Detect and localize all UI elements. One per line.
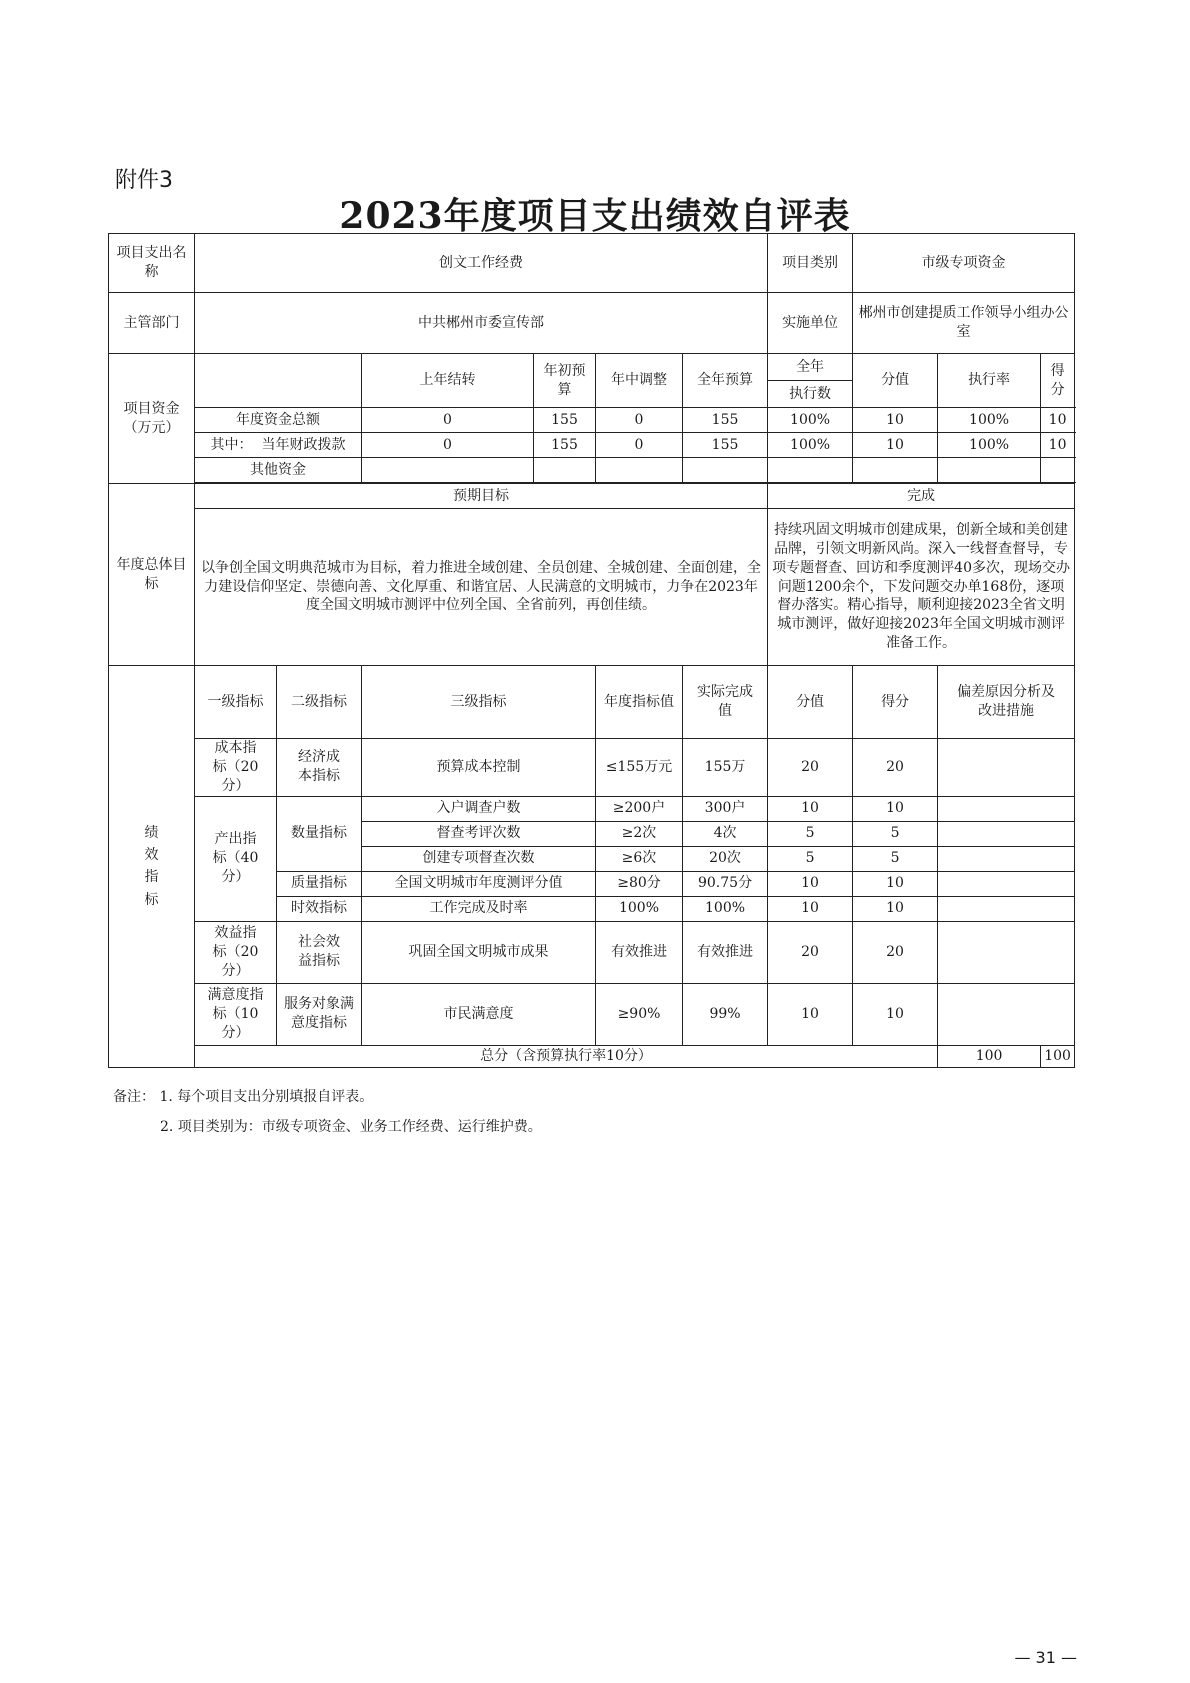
- output-score-value: 10: [768, 871, 853, 896]
- funds-cell: [534, 458, 596, 483]
- satisfaction-target: ≥90%: [596, 983, 683, 1045]
- output-target: ≥200户: [596, 796, 683, 821]
- cost-score-value: 20: [768, 739, 853, 797]
- output-l3: 入户调查户数: [362, 796, 596, 821]
- project-name-label: 项目支出名称: [109, 234, 195, 293]
- output-target: ≥80分: [596, 871, 683, 896]
- perf-header-level3: 三级指标: [362, 666, 596, 739]
- output-l1: 产出指标（40分）: [195, 796, 277, 921]
- output-actual: 90.75分: [683, 871, 768, 896]
- output-score: 10: [853, 871, 938, 896]
- funds-cell: 0: [596, 433, 683, 458]
- funds-cell: 0: [362, 433, 534, 458]
- goals-label: 年度总体目标: [109, 484, 195, 666]
- unit-label: 实施单位: [768, 293, 853, 354]
- funds-cell: 100%: [938, 433, 1041, 458]
- cost-l3: 预算成本控制: [362, 739, 596, 797]
- satisfaction-l3: 市民满意度: [362, 983, 596, 1045]
- cost-l1: 成本指标（20分）: [195, 739, 277, 797]
- funds-header-last-year: 上年结转: [362, 354, 534, 408]
- funds-cell: 0: [596, 408, 683, 433]
- output-l3: 工作完成及时率: [362, 896, 596, 921]
- self-evaluation-table: [108, 233, 1075, 1068]
- output-reason: [938, 821, 1075, 846]
- funds-label: 项目资金（万元）: [109, 354, 195, 484]
- page-title: 2023年度项目支出绩效自评表: [339, 195, 851, 237]
- benefit-l1: 效益指标（20分）: [195, 921, 277, 983]
- total-label: 总分（含预算执行率10分）: [195, 1045, 938, 1067]
- funds-cell: 10: [1041, 433, 1075, 458]
- note-line-2: 2. 项目类别为：市级专项资金、业务工作经费、运行维护费。: [160, 1119, 542, 1135]
- cost-l2: 经济成本指标: [277, 739, 362, 797]
- output-target: 100%: [596, 896, 683, 921]
- output-quality-label: 质量指标: [277, 871, 362, 896]
- output-l3: 全国文明城市年度测评分值: [362, 871, 596, 896]
- funds-header-annual: 全年预算: [683, 354, 768, 408]
- goals-completed-text: 持续巩固文明城市创建成果，创新全域和美创建品牌，引领文明新风尚。深入一线督查督导，专项专题督查、回访和季度测评40多次，现场交办问题1200余个，下发问题交办单168份，逐项督办落实。精心指导，顺利迎接2023全省文明城市测评，做好迎接2023年全国文明城市测评准备工作。: [768, 509, 1075, 666]
- satisfaction-score: 10: [853, 983, 938, 1045]
- funds-cell: 155: [683, 433, 768, 458]
- funds-cell: [853, 458, 938, 483]
- page-number: — 31 —: [1014, 1648, 1077, 1667]
- benefit-l3: 巩固全国文明城市成果: [362, 921, 596, 983]
- dept-value: 中共郴州市委宣传部: [195, 293, 768, 354]
- unit-value: 郴州市创建提质工作领导小组办公室: [853, 293, 1075, 354]
- satisfaction-actual: 99%: [683, 983, 768, 1045]
- funds-header-blank: [195, 354, 362, 408]
- output-score-value: 10: [768, 796, 853, 821]
- funds-cell: 10: [853, 433, 938, 458]
- benefit-actual: 有效推进: [683, 921, 768, 983]
- funds-cell: [768, 458, 853, 483]
- funds-cell: [683, 458, 768, 483]
- funds-cell: 155: [534, 408, 596, 433]
- benefit-score: 20: [853, 921, 938, 983]
- output-quantity-label: 数量指标: [277, 796, 362, 871]
- funds-cell: 0: [362, 408, 534, 433]
- funds-cell: [596, 458, 683, 483]
- perf-label-text: 绩效指标: [144, 824, 159, 908]
- output-score: 5: [853, 846, 938, 871]
- output-l3: 创建专项督查次数: [362, 846, 596, 871]
- dept-label: 主管部门: [109, 293, 195, 354]
- output-actual: 20次: [683, 846, 768, 871]
- funds-cell: 155: [534, 433, 596, 458]
- satisfaction-l1: 满意度指标（10分）: [195, 983, 277, 1045]
- funds-header-score: 得分: [1041, 354, 1075, 408]
- output-target: ≥6次: [596, 846, 683, 871]
- output-reason: [938, 871, 1075, 896]
- perf-header-score: 得分: [853, 666, 938, 739]
- funds-cell: [1041, 458, 1075, 483]
- perf-label: [109, 666, 195, 1068]
- funds-cell: 100%: [768, 408, 853, 433]
- funds-row-label: 其他资金: [195, 458, 362, 483]
- perf-header-score-value: 分值: [768, 666, 853, 739]
- output-score: 5: [853, 821, 938, 846]
- satisfaction-l2: 服务对象满意度指标: [277, 983, 362, 1045]
- funds-row-label: 其中： 当年财政拨款: [195, 433, 362, 458]
- output-reason: [938, 796, 1075, 821]
- note-line-1: 备注： 1. 每个项目支出分别填报自评表。: [113, 1089, 374, 1105]
- cost-target: ≤155万元: [596, 739, 683, 797]
- benefit-l2: 社会效益指标: [277, 921, 362, 983]
- project-category-value: 市级专项资金: [853, 234, 1075, 293]
- output-score-value: 5: [768, 821, 853, 846]
- project-name-value: 创文工作经费: [195, 234, 768, 293]
- satisfaction-score-value: 10: [768, 983, 853, 1045]
- perf-header-reason: 偏差原因分析及改进措施: [938, 666, 1075, 739]
- cost-score: 20: [853, 739, 938, 797]
- funds-cell: [938, 458, 1041, 483]
- perf-header-level2: 二级指标: [277, 666, 362, 739]
- funds-header-score-value: 分值: [853, 354, 938, 408]
- goals-completed-label: 完成: [768, 484, 1075, 509]
- funds-header-mid-adjust: 年中调整: [596, 354, 683, 408]
- perf-header-actual: 实际完成值: [683, 666, 768, 739]
- funds-cell: [362, 458, 534, 483]
- perf-header-level1: 一级指标: [195, 666, 277, 739]
- output-reason: [938, 846, 1075, 871]
- funds-header-exec-bottom: 执行数: [768, 381, 853, 408]
- output-score: 10: [853, 896, 938, 921]
- funds-header-exec-top: 全年: [768, 354, 853, 381]
- perf-header-target: 年度指标值: [596, 666, 683, 739]
- goals-expected-label: 预期目标: [195, 484, 768, 509]
- cost-reason: [938, 739, 1075, 797]
- total-score-value: 100: [938, 1045, 1041, 1067]
- funds-header-initial: 年初预算: [534, 354, 596, 408]
- funds-cell: 10: [853, 408, 938, 433]
- funds-cell: 100%: [768, 433, 853, 458]
- cost-actual: 155万: [683, 739, 768, 797]
- output-score-value: 10: [768, 896, 853, 921]
- benefit-target: 有效推进: [596, 921, 683, 983]
- funds-cell: 100%: [938, 408, 1041, 433]
- output-l3: 督查考评次数: [362, 821, 596, 846]
- funds-header-exec-rate: 执行率: [938, 354, 1041, 408]
- output-target: ≥2次: [596, 821, 683, 846]
- funds-cell: 10: [1041, 408, 1075, 433]
- output-score: 10: [853, 796, 938, 821]
- attachment-label: 附件3: [115, 168, 173, 193]
- project-category-label: 项目类别: [768, 234, 853, 293]
- funds-cell: 155: [683, 408, 768, 433]
- funds-row-label: 年度资金总额: [195, 408, 362, 433]
- output-actual: 300户: [683, 796, 768, 821]
- goals-expected-text: 以争创全国文明典范城市为目标，着力推进全域创建、全员创建、全城创建、全面创建，全力建设信仰坚定、崇德向善、文化厚重、和谐宜居、人民满意的文明城市，力争在2023年度全国文明城市测评中位列全国、全省前列，再创佳绩。: [195, 509, 768, 666]
- output-timeliness-label: 时效指标: [277, 896, 362, 921]
- total-score: 100: [1041, 1045, 1075, 1067]
- benefit-reason: [938, 921, 1075, 983]
- output-reason: [938, 896, 1075, 921]
- benefit-score-value: 20: [768, 921, 853, 983]
- output-score-value: 5: [768, 846, 853, 871]
- output-actual: 4次: [683, 821, 768, 846]
- output-actual: 100%: [683, 896, 768, 921]
- satisfaction-reason: [938, 983, 1075, 1045]
